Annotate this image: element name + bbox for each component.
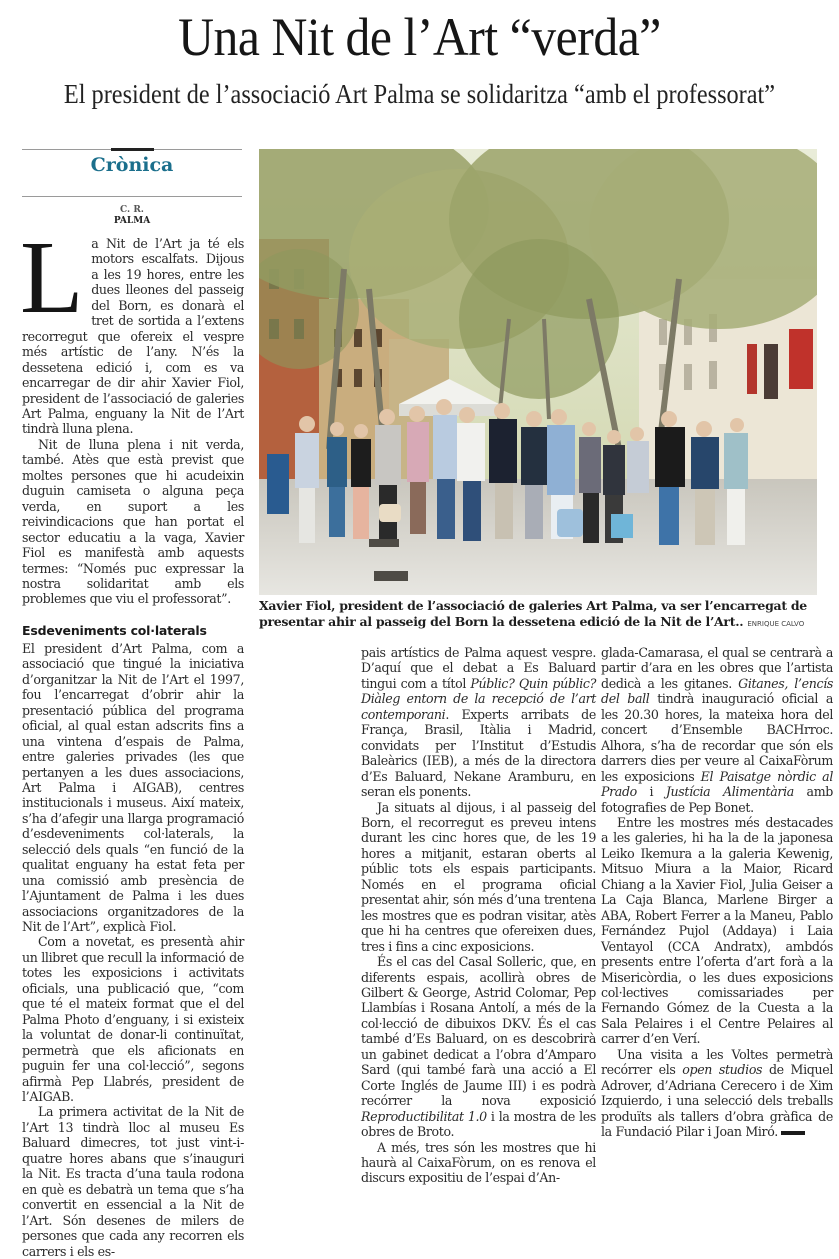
section-rule-mark xyxy=(111,148,154,151)
text-run: de Miquel Adrover, d’Adriana Cerecero i de Xim Izquierdo, i una selecció dels treballs produïts als tallers d’obra gràfica de la Fundació Pilar i Joan Miró. xyxy=(601,1062,834,1140)
paragraph-lead xyxy=(20,220,244,437)
section-label: Crònica xyxy=(90,154,174,176)
text-run: pais artístics de Palma aquest vespre. D’aquí que el debat a Es Baluard tingui com a títol xyxy=(361,645,596,691)
photo-illustration xyxy=(259,149,817,595)
italic-title: Justícia Alimentària xyxy=(665,784,794,800)
paragraph-text: a Nit de l’Art ja té els motors escalfats. Dijous a les 19 hores, entre les dues lleones del passeig del Born, es donarà el tret de sortida a l’extens recorregut que ofereix el vespre més artístic de l’any. N’és la dessetena edició i, com es va encarregar de dir ahir Xavier Fiol, president de l’associació de galeries Art Palma, enguany la Nit de l’Art tindrà lluna plena. xyxy=(22,236,244,437)
headline: Una Nit de l’Art “verda” xyxy=(178,7,661,67)
paragraph xyxy=(361,645,596,800)
paragraph: A més, tres són les mostres que hi haurà al CaixaFòrum, on es renova el discurs expositiu de l’espai d’An- xyxy=(361,1139,596,1186)
section-rule-bottom xyxy=(22,196,242,197)
text-run: tindrà inauguració oficial a les 20.30 hores, la mateixa hora del concert d’Ensemble BACHrroc. Alhora, s’ha de recordar que són els darrers dies per veure al CaixaFòrum les exposicions xyxy=(601,691,834,784)
paragraph: Ja situats al dijous, i al passeig del Born, el recorregut es preveu intens durant les cinc hores que, de les 19 hores a mitjanit, estaran oberts al públic tots els espais participants. Només en el programa oficial presentat ahir, són més d’una trentena les mostres que es podran visitar, atès que hi ha centres que ofereixen dues, tres i fins a cinc exposicions. xyxy=(361,799,596,954)
text-run: Una visita a les Voltes permetrà recórrer els xyxy=(601,1046,833,1078)
italic-term: open studios xyxy=(682,1062,763,1078)
byline-author: C. R. xyxy=(120,205,144,215)
photo-credit: ENRIQUE CALVO xyxy=(747,620,805,628)
red-banner xyxy=(789,329,813,389)
italic-title: El Paisatge nòrdic al Prado xyxy=(601,768,834,800)
paragraph: Entre les mostres més destacades a les galeries, hi ha la de la japonesa Leiko Ikemura a la galeria Kewenig, Mitsuo Miura a la Maior, Ricard Chiang a la Xavier Fiol, Julia Geiser a La Caja Blanca, Marlene Birger a ABA, Robert Ferrer a la Maneu, Pablo Fernández Pujol (Addaya) i Laia Ventayol (CCA Andratx), ambdós presents entre l’oferta d’art forà a la Misericòrdia, o les dues exposicions col·lectives comissariades per Fernando Gómez de la Cuesta a la Sala Pelaires i el Centre Pelaires al carrer d’en Verí. xyxy=(601,814,833,1047)
text-run: amb fotografies de Pep Bonet. xyxy=(601,784,833,815)
paragraph: Nit de lluna plena i nit verda, també. Atès que està previst que moltes persones que hi acudeixin duguin camiseta o alguna peça verda, en suport a les reivindicacions que han portat el sector educatiu a la vaga, Xavier Fiol es manifestà amb aquests termes: “Només puc expressar la nostra solidaritat amb els problemes que viu el professorat”. xyxy=(22,436,244,607)
subheading: Esdeveniments col·laterals xyxy=(22,622,207,638)
italic-title: Reproductibilitat 1.0 xyxy=(361,1108,487,1124)
paragraph xyxy=(601,1047,833,1140)
text-run: i xyxy=(636,784,666,800)
article-column-1 xyxy=(20,220,244,1259)
paragraph xyxy=(361,954,596,1139)
caption-text: Xavier Fiol, president de l’associació de galeries Art Palma, va ser l’encarregat de presentar ahir al passeig del Born la dessetena edició de la Nit de l’Art.. xyxy=(259,598,807,629)
photo-caption xyxy=(259,598,839,632)
end-of-article-mark xyxy=(781,1131,805,1135)
italic-title: Gitanes, l’encís del ball xyxy=(601,675,833,707)
text-run: . Experts arribats de França, Brasil, Itàlia i Madrid, convidats per l’Institut d’Estudis Baleàrics (IEB), a més de la directora d’Es Baluard, Nekane Aramburu, en seran els ponents. xyxy=(361,706,596,800)
italic-title: Públic? Quin públic? Diàleg entorn de la recepció de l’art contemporani xyxy=(361,675,597,722)
paragraph: El president d’Art Palma, com a associació que tingué la iniciativa d’organitzar la Nit de l’Art el 1997, fou l’encarregat d’obrir ahir la presentació pública del programa oficial, al qual estan adscrits fins a una vintena d’espais de Palma, entre galeries privades (les que pertanyen a les dues associacions, Art Palma i AIGAB), centres institucionals i museus. Així mateix, s’ha d’afegir una llarga programació d’esdeveniments col·laterals, la selecció dels quals “en funció de la qualitat enguany ha estat feta per una comissió amb presència de l’Ajuntament de Palma i les dues associacions organitzadores de la Nit de l’Art”, explicà Fiol. xyxy=(22,640,244,935)
article-photo xyxy=(259,149,817,595)
byline-place: PALMA xyxy=(113,216,151,226)
article-column-2 xyxy=(361,645,596,1186)
text-run: i la mostra de les obres de Broto. xyxy=(361,1108,597,1140)
subheadline: El president de l’associació Art Palma se solidaritza “amb el professorat” xyxy=(63,79,776,109)
dropcap: L xyxy=(20,220,84,335)
paragraph xyxy=(601,645,833,815)
paragraph: Com a novetat, es presentà ahir un llibret que recull la informació de totes les exposicions i activitats oficials, una publicació que, “com que té el mateix format que el del Palma Photo d’enguany, i si existeix la voluntat de donar-li continuïtat, permetrà que els aficionats en puguin fer una col·lecció”, segons afirmà Pep Llabrés, president de l’AIGAB. xyxy=(22,934,244,1105)
article-column-3 xyxy=(601,645,833,1140)
text-run: És el cas del Casal Solleric, que, en diferents espais, acollirà obres de Gilbert & George, Astrid Colomar, Pep Llambías i Rosana Antolí, a més de la col·lecció de dibuixos DKV. És el cas també d’Es Baluard, on es descobrirà un gabinet dedicat a l’obra d’Amparo Sard (qui també farà una acció a El Corte Inglés de Jaume III) i es podrà recórrer la nova exposició xyxy=(361,954,596,1109)
text-run: glada-Camarasa, el qual se centrarà a partir d’ara en les obres que l’artista dedicà a les gitanes. xyxy=(601,645,833,691)
paragraph: La primera activitat de la Nit de l’Art 13 tindrà lloc al museu Es Baluard dimecres, tot just vint-i-quatre hores abans que s’inauguri la Nit. Es tracta d’una taula rodona en què es debatrà un tema que s’ha convertit en essencial a la Nit de l’Art. Són desenes de milers de persones que cada any recorren els carrers i els es- xyxy=(22,1104,244,1259)
